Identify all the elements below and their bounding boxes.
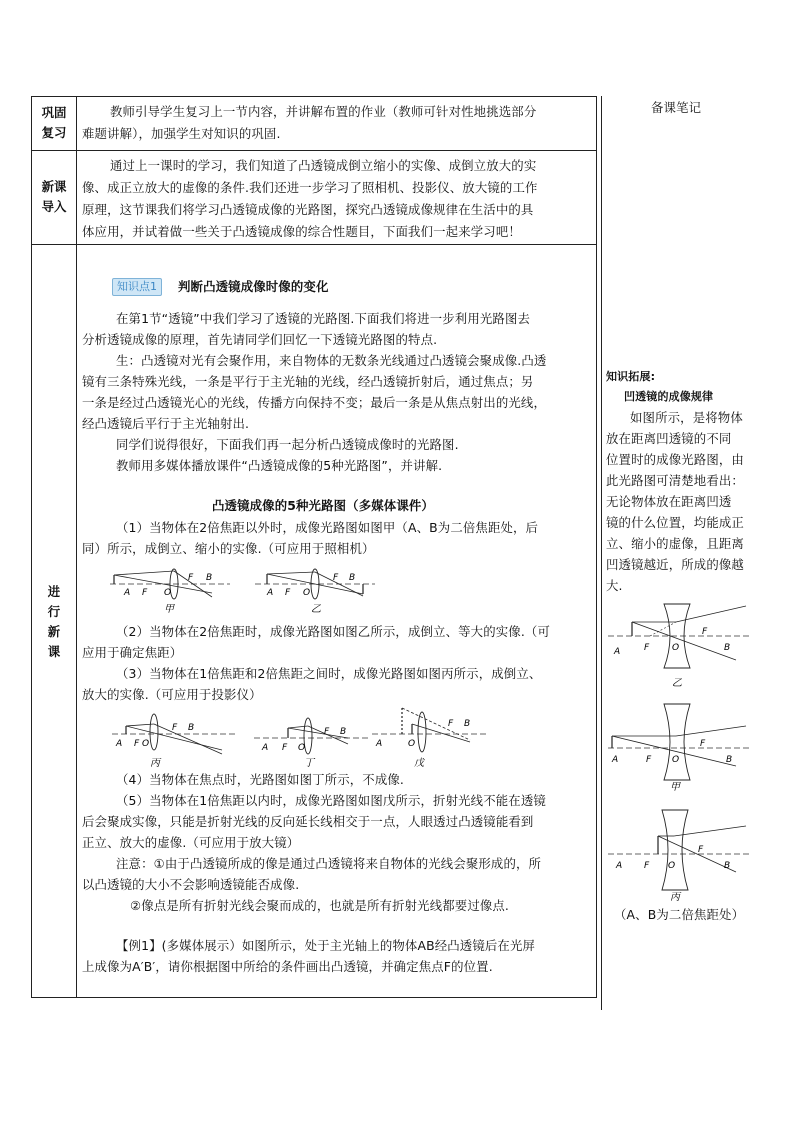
- svg-text:O: O: [668, 861, 676, 871]
- svg-text:F: F: [134, 739, 140, 749]
- case-1-text: 同）所示，成倒立、缩小的实像.（可应用于照相机）: [82, 541, 375, 556]
- svg-text:A: A: [124, 588, 131, 598]
- tip-line: 镜的什么位置，均能成正: [606, 515, 744, 530]
- diagram-caption: 乙: [311, 604, 321, 614]
- tip-line: 立、缩小的虚像，且距离: [606, 536, 744, 551]
- svg-text:O: O: [298, 743, 306, 753]
- svg-text:O: O: [164, 588, 172, 598]
- tip-heading: 知识拓展:: [606, 370, 656, 383]
- intro-text: 像、成正立放大的虚像的条件.我们还进一步学习了照相机、投影仪、放大镜的工作: [82, 180, 538, 195]
- note-text: ②像点是所有折射光线会聚而成的，也就是所有折射光线都要过像点.: [130, 898, 510, 913]
- lesson-paragraph: 在第1节“透镜”中我们学习了透镜的光路图.下面我们将进一步利用光路图去: [116, 311, 531, 326]
- svg-text:F: F: [448, 719, 454, 729]
- lesson-label: 新: [47, 624, 61, 639]
- case-3-text: （3）当物体在1倍焦距和2倍焦距之间时，成像光路图如图丙所示，成倒立、: [116, 666, 542, 681]
- svg-text:F: F: [333, 573, 339, 583]
- lesson-label: 进: [47, 584, 61, 599]
- note-text: 注意：①由于凸透镜所成的像是通过凸透镜将来自物体的光线会聚形成的，所: [116, 856, 542, 871]
- svg-text:A: A: [116, 739, 123, 749]
- diagram-caption: 丙: [150, 758, 160, 769]
- svg-text:A: A: [262, 743, 269, 753]
- lesson-paragraph: 生：凸透镜对光有会聚作用，来自物体的无数条光线通过凸透镜会聚成像.凸透: [116, 353, 547, 368]
- svg-text:F: F: [644, 643, 650, 653]
- diagram-caption: 甲: [670, 782, 680, 792]
- intro-text: 体应用，并试着做一些关于凸透镜成像的综合性题目，下面我们一起来学习吧！: [82, 224, 521, 239]
- svg-text:A: A: [267, 588, 274, 598]
- table-top-border: [31, 96, 597, 97]
- lesson-paragraph: 分析透镜成像的原理，首先请同学们回忆一下透镜光路图的特点.: [82, 332, 438, 347]
- diagram-caption: 丙: [670, 892, 680, 902]
- case-5-text: 正立、放大的虚像.（可应用于放大镜）: [82, 835, 300, 850]
- svg-text:F: F: [698, 845, 704, 855]
- lesson-paragraph: 教师用多媒体播放课件“凸透镜成像的5种光路图”，并讲解.: [116, 458, 443, 473]
- svg-text:O: O: [408, 739, 416, 749]
- diagram-caption: 戊: [414, 758, 424, 769]
- tip-line: 如图所示，是将物体: [630, 410, 743, 425]
- concave-diagram-bing: [606, 806, 756, 902]
- lens-diagram-jia: [108, 562, 238, 614]
- svg-text:F: F: [646, 755, 652, 765]
- lesson-label: 行: [47, 604, 61, 619]
- svg-text:B: B: [340, 727, 347, 737]
- figure-title: 凸透镜成像的5种光路图（多媒体课件）: [212, 498, 434, 513]
- lesson-paragraph: 经凸透镜后平行于主光轴射出.: [82, 416, 250, 431]
- notes-column-border: [601, 96, 602, 1010]
- svg-text:O: O: [672, 643, 680, 653]
- tip-title: 凹透镜的成像规律: [624, 390, 714, 403]
- svg-text:F: F: [172, 723, 178, 733]
- svg-text:B: B: [726, 755, 733, 765]
- lesson-label: 课: [47, 644, 61, 659]
- note-text: 以凸透镜的大小不会影响透镜能否成像.: [82, 877, 300, 892]
- table-left-border: [31, 96, 32, 998]
- concave-diagram-jia: [606, 700, 756, 792]
- lens-diagram-wu: [370, 702, 490, 770]
- svg-text:B: B: [464, 719, 471, 729]
- svg-text:B: B: [206, 573, 213, 583]
- example-text: 【例1】(多媒体展示）如图所示，处于主光轴上的物体AB经凸透镜后在光屏: [116, 938, 536, 953]
- svg-text:F: F: [142, 588, 148, 598]
- tip-line: 位置时的成像光路图，由: [606, 452, 744, 467]
- svg-text:A: A: [614, 647, 621, 657]
- svg-text:F: F: [285, 588, 291, 598]
- svg-text:F: F: [700, 739, 706, 749]
- svg-text:F: F: [188, 573, 194, 583]
- tip-line: 无论物体放在距离凹透: [606, 494, 732, 509]
- row-divider: [31, 150, 597, 151]
- tip-line: 大.: [606, 578, 623, 593]
- lesson-paragraph: 一条是经过凸透镜光心的光线，传播方向保持不变；最后一条是从焦点射出的光线，: [82, 395, 547, 410]
- lesson-paragraph: 镜有三条特殊光线，一条是平行于主光轴的光线，经凸透镜折射后，通过焦点；另: [82, 374, 534, 389]
- svg-text:A: A: [612, 755, 619, 765]
- notes-title: 备课笔记: [651, 100, 702, 115]
- svg-text:O: O: [142, 739, 150, 749]
- svg-text:F: F: [644, 861, 650, 871]
- tip-line: 此光路图可清楚地看出：: [606, 473, 744, 488]
- diagram-caption: 乙: [672, 678, 682, 689]
- lesson-paragraph: 同学们说得很好，下面我们再一起分析凸透镜成像时的光路图.: [116, 437, 459, 452]
- review-label: 复习: [41, 125, 67, 140]
- lens-diagram-bing: [110, 708, 240, 770]
- intro-text: 原理，这节课我们将学习凸透镜成像的光路图，探究凸透镜成像规律在生活中的具: [82, 202, 534, 217]
- figure-caption: （A、B为二倍焦距处）: [614, 907, 745, 922]
- diagram-caption: 丁: [304, 758, 314, 769]
- tip-line: 凹透镜越近，所成的像越: [606, 557, 744, 572]
- case-2-text: （2）当物体在2倍焦距时，成像光路图如图乙所示，成倒立、等大的实像.（可: [116, 624, 550, 639]
- case-1-text: （1）当物体在2倍焦距以外时，成像光路图如图甲（A、B为二倍焦距处，后: [116, 520, 539, 535]
- case-3-text: 放大的实像.（可应用于投影仪）: [82, 687, 262, 702]
- review-label: 巩固: [41, 105, 67, 120]
- lens-diagram-yi: [253, 562, 383, 614]
- intro-label: 新课: [41, 179, 67, 194]
- svg-text:A: A: [616, 861, 623, 871]
- svg-text:B: B: [349, 573, 356, 583]
- case-5-text: （5）当物体在1倍焦距以内时，成像光路图如图戊所示，折射光线不能在透镜: [116, 793, 546, 808]
- lens-diagram-ding: [252, 708, 372, 770]
- svg-text:B: B: [724, 643, 731, 653]
- knowledge-point-badge: 知识点1: [112, 278, 162, 296]
- svg-text:B: B: [724, 861, 731, 871]
- case-2-text: 应用于确定焦距）: [82, 645, 183, 660]
- table-bottom-border: [31, 997, 597, 998]
- svg-text:F: F: [702, 627, 708, 637]
- case-4-text: （4）当物体在焦点时，光路图如图丁所示，不成像.: [116, 772, 405, 787]
- svg-text:O: O: [303, 588, 311, 598]
- table-right-border: [596, 96, 597, 998]
- example-text: 上成像为A′B′，请你根据图中所给的条件画出凸透镜，并确定焦点F的位置.: [82, 959, 493, 974]
- intro-label: 导入: [41, 199, 67, 214]
- row-divider: [31, 244, 597, 245]
- section-heading: 判断凸透镜成像时像的变化: [178, 279, 329, 294]
- svg-text:F: F: [324, 727, 330, 737]
- concave-diagram-yi: [606, 600, 756, 692]
- svg-text:F: F: [282, 743, 288, 753]
- review-text: 教师引导学生复习上一节内容，并讲解布置的作业（教师可针对性地挑选部分: [110, 104, 537, 119]
- label-column-divider: [76, 96, 77, 998]
- intro-text: 通过上一课时的学习，我们知道了凸透镜成倒立缩小的实像、成倒立放大的实: [110, 158, 537, 173]
- diagram-caption: 甲: [164, 604, 174, 614]
- svg-text:B: B: [188, 723, 195, 733]
- review-text: 难题讲解），加强学生对知识的巩固.: [82, 126, 281, 141]
- svg-text:A: A: [376, 739, 383, 749]
- case-5-text: 后会聚成实像，只能是折射光线的反向延长线相交于一点，人眼透过凸透镜能看到: [82, 814, 534, 829]
- svg-text:O: O: [672, 755, 680, 765]
- tip-line: 放在距离凹透镜的不同: [606, 431, 732, 446]
